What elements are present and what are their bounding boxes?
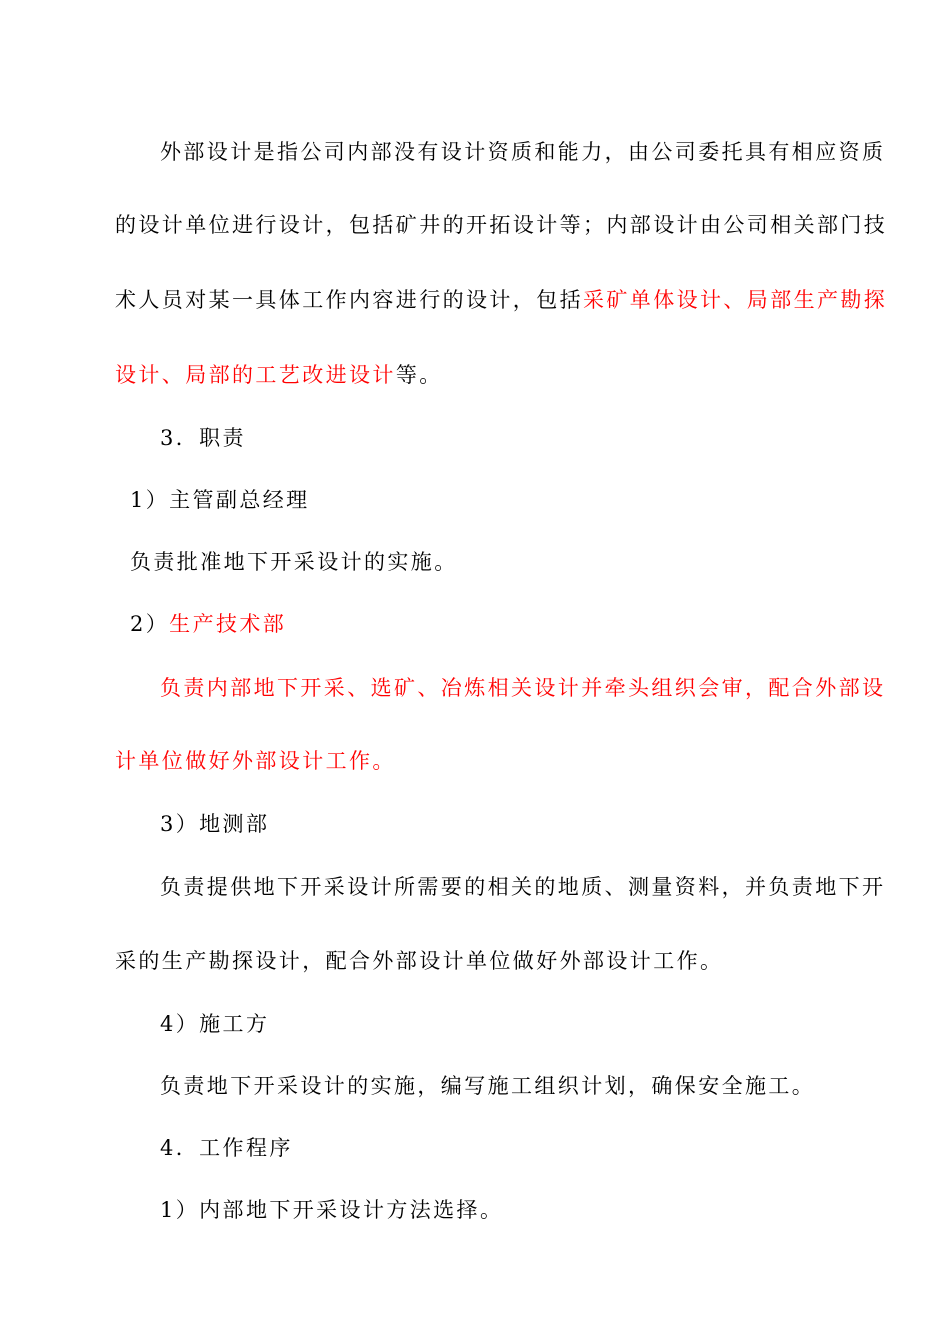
paragraph-line xyxy=(115,946,723,976)
text-run: 术人员对某一具体工作内容进行的设计，包括 xyxy=(115,288,583,312)
section-heading xyxy=(160,1133,293,1163)
subsection-3-2-prefix: 2） xyxy=(130,612,170,636)
subsection-3-2-body-line1: 负责内部地下开采、选矿、冶炼相关设计并牵头组织会审，配合外部设 xyxy=(160,676,886,700)
paragraph-line xyxy=(160,872,885,902)
subsection-3-3-body-line1: 负责提供地下开采设计所需要的相关的地质、测量资料，并负责地下开 xyxy=(160,875,886,899)
subsection-3-1-heading: 1）主管副总经理 xyxy=(130,488,310,512)
subsection-4-1-heading: 1）内部地下开采设计方法选择。 xyxy=(160,1198,504,1222)
paragraph-line xyxy=(160,137,885,167)
subsection-3-4-body: 负责地下开采设计的实施，编写施工组织计划，确保安全施工。 xyxy=(160,1074,816,1098)
subsection-3-2-body-line2: 计单位做好外部设计工作。 xyxy=(115,749,396,773)
text-run: 的设计单位进行设计，包括矿井的开拓设计等；内部设计由公司相关部门技 xyxy=(115,213,888,237)
subsection-heading xyxy=(160,1195,503,1225)
paragraph-line xyxy=(115,285,887,315)
subsection-heading xyxy=(130,485,310,515)
subsection-3-2-title: 生产技术部 xyxy=(169,612,287,636)
section-heading xyxy=(160,423,246,453)
subsection-3-1-body: 负责批准地下开采设计的实施。 xyxy=(130,550,458,574)
subsection-3-3-body-line2: 采的生产勘探设计，配合外部设计单位做好外部设计工作。 xyxy=(115,949,724,973)
subsection-heading xyxy=(160,809,269,839)
paragraph-line xyxy=(130,547,458,577)
text-run: 等。 xyxy=(395,363,443,387)
subsection-3-3-heading: 3）地测部 xyxy=(160,812,270,836)
highlighted-text: 设计、局部的工艺改进设计 xyxy=(115,363,396,387)
section-3-heading: 3．职责 xyxy=(160,426,246,450)
text-run: 外部设计是指公司内部没有设计资质和能力，由公司委托具有相应资质 xyxy=(160,140,886,164)
paragraph-line xyxy=(115,360,443,390)
highlighted-text: 采矿单体设计、局部生产勘探 xyxy=(583,288,888,312)
paragraph-line xyxy=(160,1071,815,1101)
subsection-heading xyxy=(130,609,286,639)
subsection-3-4-heading: 4）施工方 xyxy=(160,1012,270,1036)
paragraph-line xyxy=(115,746,396,776)
paragraph-line xyxy=(115,210,887,240)
subsection-heading xyxy=(160,1009,269,1039)
section-4-heading: 4．工作程序 xyxy=(160,1136,293,1160)
paragraph-line xyxy=(160,673,885,703)
